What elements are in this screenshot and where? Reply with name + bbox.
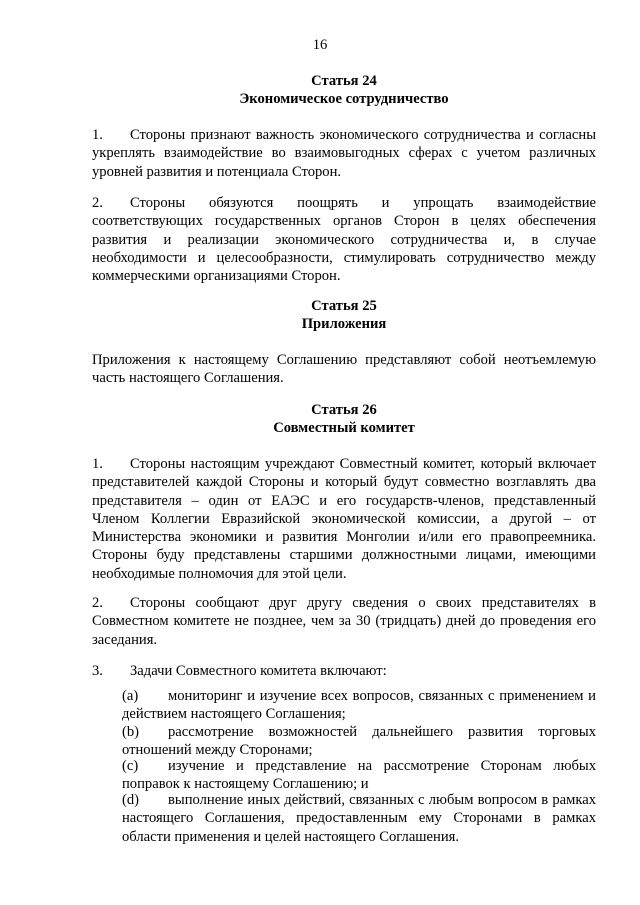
paragraph-text: Стороны обязуются поощрять и упрощать взаимодействие соответствующих государственных органов Сторон в целях обеспечения развития и реализации экономического сотрудничества и, в случае необходимости и целесообразности, стимулировать сотрудничество между коммерческими организациями Сторон. [92, 195, 596, 285]
list-item-c [122, 757, 596, 794]
list-marker: (d) [122, 792, 140, 808]
article-25-subtitle: Приложения [301, 316, 387, 332]
list-item-b [122, 723, 596, 760]
list-item-text: рассмотрение возможностей дальнейшего развития торговых отношений между Сторонами; [122, 724, 596, 759]
list-item-text: выполнение иных действий, связанных с любым вопросом в рамках настоящего Соглашения, предоставленным ему Сторонами в рамках области применения и целей настоящего Соглашения. [122, 792, 596, 845]
paragraph-text: Стороны признают важность экономического сотрудничества и согласны укреплять взаимодействие во взаимовыгодных сферах с учетом различных уровней развития и потенциала Сторон. [92, 127, 596, 180]
list-item-d [122, 791, 596, 846]
article-25-title: Статья 25 [311, 298, 377, 314]
article-26-paragraph-1 [92, 455, 596, 583]
paragraph-number: 1. [92, 456, 103, 472]
list-marker: (b) [122, 724, 140, 740]
paragraph-number: 2. [92, 195, 103, 211]
page-number: 16 [312, 37, 328, 53]
article-26-title: Статья 26 [311, 402, 377, 418]
list-marker: (a) [122, 688, 139, 704]
list-marker: (c) [122, 758, 139, 774]
article-24-title: Статья 24 [311, 73, 377, 89]
paragraph-text: Задачи Совместного комитета включают: [130, 663, 387, 679]
article-24-subtitle: Экономическое сотрудничество [239, 91, 449, 107]
article-25-paragraph: Приложения к настоящему Соглашению представляют собой неотъемлемую часть настоящего Соглашения. [92, 352, 596, 387]
list-item-text: изучение и представление на рассмотрение Сторонам любых поправок к настоящему Соглашению; и [122, 758, 596, 793]
list-item-a [122, 687, 596, 724]
article-26-paragraph-2 [92, 594, 596, 649]
list-item-text: мониторинг и изучение всех вопросов, связанных с применением и действием настоящего Соглашения; [122, 688, 596, 723]
paragraph-number: 2. [92, 595, 103, 611]
paragraph-text: Стороны настоящим учреждают Совместный комитет, который включает представителей каждой Стороны и который будут совместно возглавлять два представителя – один от ЕАЭС и его государств-членов, представленный Членом Коллегии Евразийской экономической комиссии, а другой – от Министерства экономики и развития Монголии и/или его правопреемника. Стороны буду представлены старшими должностными лицами, имеющими необходимые полномочия для этой цели. [92, 456, 596, 582]
article-26-subtitle: Совместный комитет [273, 420, 415, 436]
article-24-paragraph-2 [92, 194, 596, 285]
paragraph-text: Стороны сообщают друг другу сведения о своих представителях в Совместном комитете не позднее, чем за 30 (тридцать) дней до проведения его заседания. [92, 595, 596, 648]
paragraph-number: 1. [92, 127, 103, 143]
article-24-paragraph-1 [92, 126, 596, 181]
article-26-paragraph-3 [92, 662, 596, 680]
paragraph-number: 3. [92, 663, 103, 679]
